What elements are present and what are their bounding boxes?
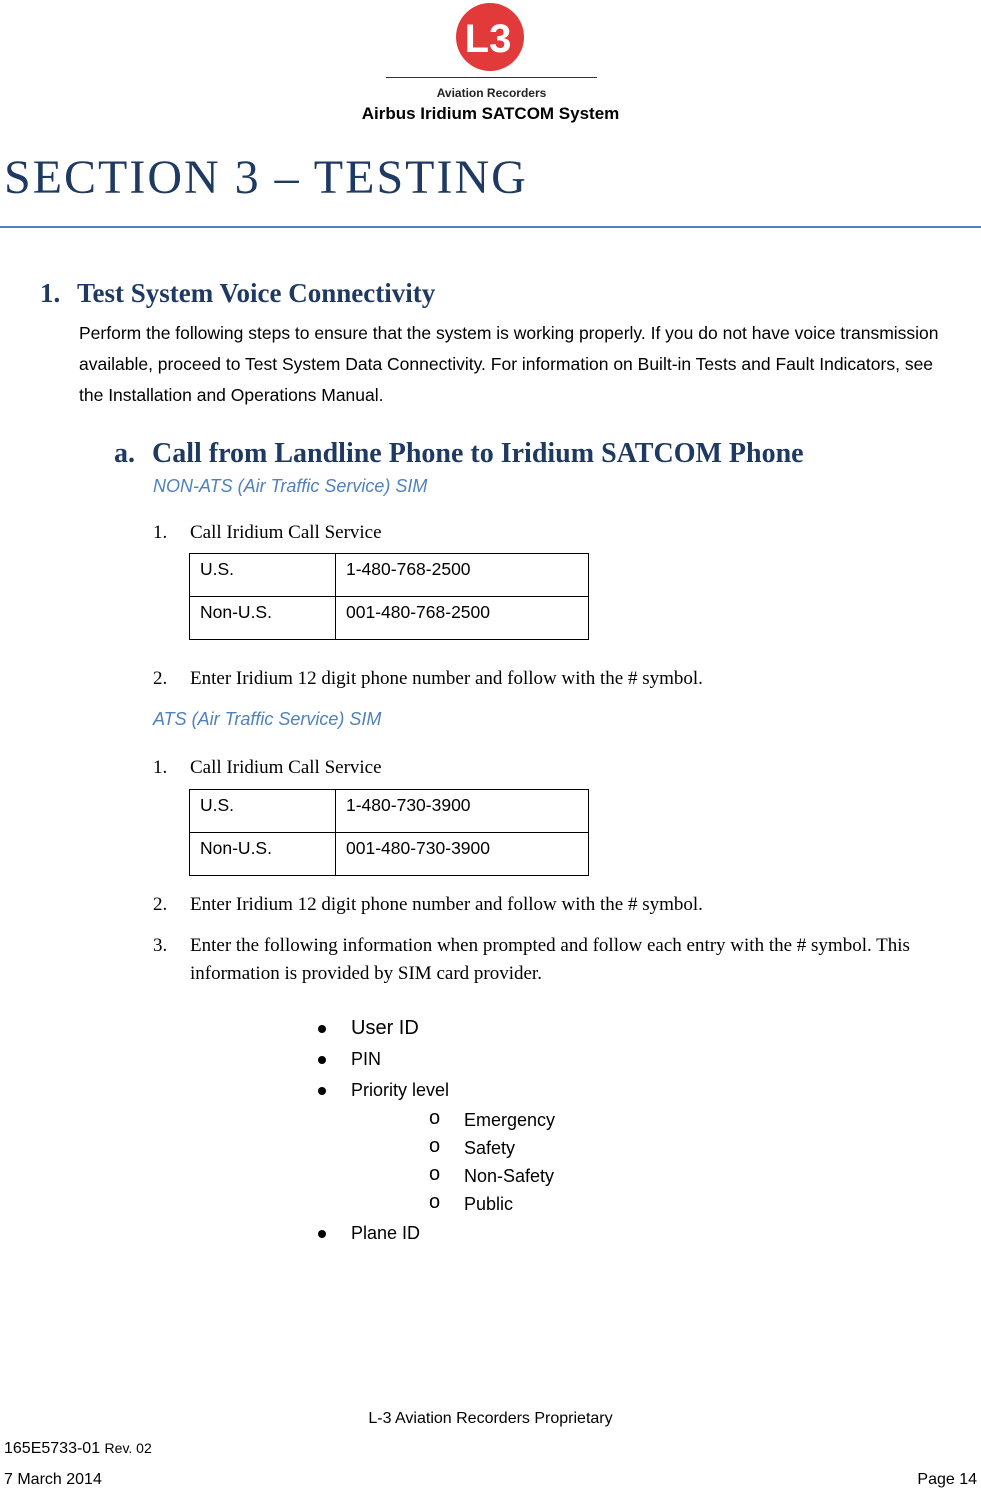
ats-step-1 [153, 757, 382, 779]
logo-text: L3 [464, 17, 512, 61]
table-row [190, 554, 589, 597]
heading-test-voice-connectivity [40, 278, 435, 309]
table-cell-number: 001-480-768-2500 [336, 597, 589, 640]
priority-level-label: Priority level [351, 1080, 450, 1100]
non-ats-step-1 [153, 522, 382, 544]
logo-divider [386, 77, 597, 78]
list-item-emergency: o Emergency [426, 1106, 555, 1134]
footer-page-number: Page 14 [917, 1471, 977, 1488]
non-ats-step-2 [153, 668, 703, 690]
table-row [190, 597, 589, 640]
heading-call-landline-to-iridium [114, 438, 804, 470]
table-cell-number: 1-480-768-2500 [336, 554, 589, 597]
section-title: SECTION 3 – TESTING [4, 151, 528, 204]
heading1-text: Test System Voice Connectivity [77, 278, 436, 308]
sim-info-list [313, 1013, 555, 1249]
table-cell-number: 1-480-730-3900 [336, 790, 589, 833]
table-row [190, 833, 589, 876]
footer-doc-number [4, 1440, 152, 1458]
list-item-priority-level [313, 1075, 555, 1218]
table-cell-region: U.S. [190, 554, 336, 597]
step-number: 3. [153, 935, 168, 956]
footer-proprietary: L-3 Aviation Recorders Proprietary [368, 1410, 613, 1427]
list-item-non-safety: o Non-Safety [426, 1162, 555, 1190]
section-divider [0, 226, 981, 228]
ats-call-service-table [189, 789, 589, 876]
doc-number: 165E5733-01 [4, 1440, 101, 1457]
table-cell-region: U.S. [190, 790, 336, 833]
document-title: Airbus Iridium SATCOM System [361, 104, 620, 123]
table-cell-region: Non-U.S. [190, 833, 336, 876]
non-ats-sim-label: NON-ATS (Air Traffic Service) SIM [153, 476, 428, 496]
ats-sim-label: ATS (Air Traffic Service) SIM [153, 709, 382, 729]
step-text: Call Iridium Call Service [190, 522, 382, 543]
list-item-plane-id: Plane ID [313, 1218, 555, 1249]
step-text: Enter the following information when prompted and follow each entry with the # symbol. This information is provided by SIM card provider. [190, 935, 910, 984]
table-row [190, 790, 589, 833]
heading1-number: 1. [40, 278, 61, 308]
heading2-text: Call from Landline Phone to Iridium SATCOM Phone [152, 438, 804, 469]
l3-logo [450, 2, 530, 72]
ats-step-2 [153, 894, 703, 916]
table-cell-number: 001-480-730-3900 [336, 833, 589, 876]
table-cell-region: Non-U.S. [190, 597, 336, 640]
footer-date: 7 March 2014 [4, 1471, 102, 1488]
list-item-user-id: User ID [313, 1013, 555, 1044]
list-item-safety: o Safety [426, 1134, 555, 1162]
step-number: 2. [153, 668, 168, 689]
step-number: 1. [153, 522, 168, 543]
step-text: Call Iridium Call Service [190, 757, 382, 778]
step-text: Enter Iridium 12 digit phone number and follow with the # symbol. [190, 894, 703, 915]
step-text: Enter Iridium 12 digit phone number and follow with the # symbol. [190, 668, 703, 689]
heading2-number: a. [114, 438, 135, 469]
step-number: 1. [153, 757, 168, 778]
list-item-public: o Public [426, 1190, 555, 1218]
intro-paragraph: Perform the following steps to ensure that the system is working properly. If you do not have voice transmission available, proceed to Test System Data Connectivity. For information on Built-in Tests and Fault Indicators, see the Installation and Operations Manual. [79, 323, 939, 405]
list-item-pin: PIN [313, 1044, 555, 1075]
priority-level-sublist [351, 1106, 555, 1218]
logo-subtitle: Aviation Recorders [436, 86, 547, 100]
doc-revision: Rev. 02 [104, 1440, 152, 1456]
non-ats-call-service-table [189, 553, 589, 640]
step-number: 2. [153, 894, 168, 915]
ats-step-3 [153, 932, 973, 988]
